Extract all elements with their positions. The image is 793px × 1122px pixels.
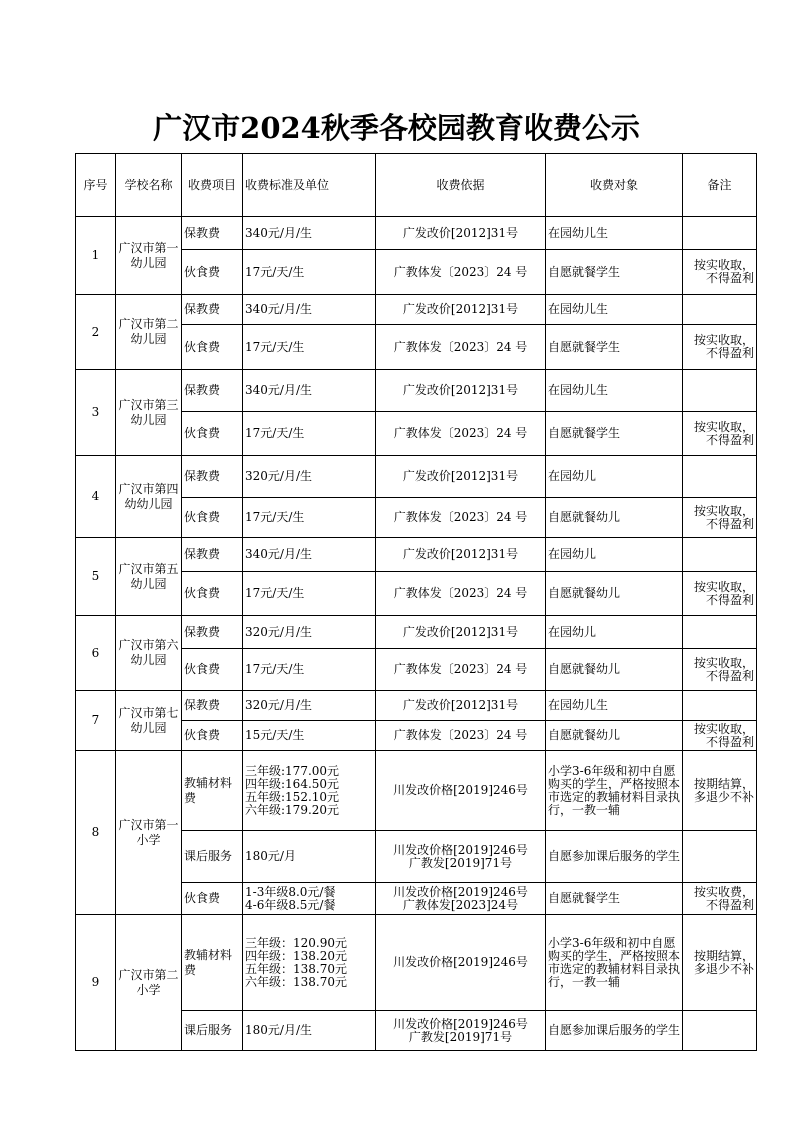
fee-target: 自愿就餐幼儿 xyxy=(546,649,683,691)
school-name: 广汉市第一幼儿园 xyxy=(116,217,182,295)
fee-target: 自愿就餐幼儿 xyxy=(546,721,683,751)
fee-item: 伙食费 xyxy=(182,721,243,751)
table-row xyxy=(76,217,757,250)
fee-note: 按实收取，不得盈利 xyxy=(683,498,757,538)
fee-item: 教辅材料费 xyxy=(182,915,243,1011)
row-number: 6 xyxy=(76,616,116,691)
school-name: 广汉市第三幼儿园 xyxy=(116,370,182,456)
fee-item: 保教费 xyxy=(182,538,243,572)
fee-item: 伙食费 xyxy=(182,412,243,456)
school-name: 广汉市第一小学 xyxy=(116,751,182,915)
row-number: 1 xyxy=(76,217,116,295)
row-number: 5 xyxy=(76,538,116,616)
fee-target: 小学3-6年级和初中自愿购买的学生，严格按照本市选定的教辅材料目录执行，一教一辅 xyxy=(546,751,683,831)
fee-target: 在园幼儿生 xyxy=(546,217,683,250)
fee-target: 自愿就餐学生 xyxy=(546,883,683,915)
fee-standard: 1-3年级8.0元/餐 4-6年级8.5元/餐 xyxy=(243,883,376,915)
fee-note xyxy=(683,456,757,498)
fee-standard: 340元/月/生 xyxy=(243,295,376,325)
fee-standard: 17元/天/生 xyxy=(243,572,376,616)
fee-standard: 320元/月/生 xyxy=(243,456,376,498)
fee-item: 保教费 xyxy=(182,691,243,721)
fee-basis: 广发改价[2012]31号 xyxy=(376,538,546,572)
fee-item: 保教费 xyxy=(182,217,243,250)
fee-standard: 17元/天/生 xyxy=(243,250,376,295)
fee-basis: 川发改价格[2019]246号 xyxy=(376,751,546,831)
fee-item: 课后服务 xyxy=(182,1011,243,1051)
school-name: 广汉市第四幼幼儿园 xyxy=(116,456,182,538)
header-cell: 收费标准及单位 xyxy=(243,154,376,217)
fee-item: 伙食费 xyxy=(182,883,243,915)
fee-note: 按期结算，多退少不补 xyxy=(683,751,757,831)
fee-standard: 340元/月/生 xyxy=(243,217,376,250)
fee-standard: 17元/天/生 xyxy=(243,325,376,370)
header-cell: 收费依据 xyxy=(376,154,546,217)
fee-note xyxy=(683,538,757,572)
fee-target: 自愿就餐学生 xyxy=(546,325,683,370)
fee-target: 在园幼儿 xyxy=(546,456,683,498)
fee-target: 自愿就餐幼儿 xyxy=(546,572,683,616)
fee-basis: 广发改价[2012]31号 xyxy=(376,217,546,250)
fee-target: 自愿就餐幼儿 xyxy=(546,498,683,538)
fee-note xyxy=(683,616,757,649)
header-cell: 收费对象 xyxy=(546,154,683,217)
fee-basis: 广教体发〔2023〕24 号 xyxy=(376,325,546,370)
table-row xyxy=(76,456,757,498)
fee-item: 保教费 xyxy=(182,295,243,325)
fee-item: 伙食费 xyxy=(182,572,243,616)
fee-item: 课后服务 xyxy=(182,831,243,883)
fee-note xyxy=(683,217,757,250)
school-name: 广汉市第五幼儿园 xyxy=(116,538,182,616)
row-number: 2 xyxy=(76,295,116,370)
fee-standard: 15元/天/生 xyxy=(243,721,376,751)
fee-note: 按实收取，不得盈利 xyxy=(683,721,757,751)
fee-basis: 川发改价格[2019]246号 广教发[2019]71号 xyxy=(376,831,546,883)
school-name: 广汉市第二幼儿园 xyxy=(116,295,182,370)
fee-standard: 17元/天/生 xyxy=(243,649,376,691)
header-cell: 学校名称 xyxy=(116,154,182,217)
fee-basis: 广教体发〔2023〕24 号 xyxy=(376,250,546,295)
row-number: 8 xyxy=(76,751,116,915)
fee-target: 在园幼儿生 xyxy=(546,370,683,412)
fee-basis: 广教体发〔2023〕24 号 xyxy=(376,412,546,456)
fee-target: 在园幼儿 xyxy=(546,616,683,649)
header-cell: 收费项目 xyxy=(182,154,243,217)
fee-item: 伙食费 xyxy=(182,250,243,295)
fee-note xyxy=(683,370,757,412)
fee-note: 按实收取，不得盈利 xyxy=(683,250,757,295)
fee-basis: 广发改价[2012]31号 xyxy=(376,295,546,325)
fee-basis: 川发改价格[2019]246号 广教发[2019]71号 xyxy=(376,1011,546,1051)
fee-basis: 广教体发〔2023〕24 号 xyxy=(376,572,546,616)
fee-target: 自愿参加课后服务的学生 xyxy=(546,1011,683,1051)
fee-note xyxy=(683,691,757,721)
header-cell: 备注 xyxy=(683,154,757,217)
fee-note: 按期结算，多退少不补 xyxy=(683,915,757,1011)
fee-basis: 川发改价格[2019]246号 广教体发[2023]24号 xyxy=(376,883,546,915)
school-name: 广汉市第七幼儿园 xyxy=(116,691,182,751)
fee-note: 按实收取，不得盈利 xyxy=(683,649,757,691)
table-row xyxy=(76,616,757,649)
fee-standard: 320元/月/生 xyxy=(243,691,376,721)
table-row xyxy=(76,295,757,325)
row-number: 4 xyxy=(76,456,116,538)
fee-standard: 三年级:177.00元 四年级:164.50元 五年级:152.10元 六年级:179.20元 xyxy=(243,751,376,831)
fee-table xyxy=(75,153,757,1051)
school-name: 广汉市第二小学 xyxy=(116,915,182,1051)
fee-standard: 340元/月/生 xyxy=(243,538,376,572)
page-title: 广汉市2024秋季各校园教育收费公示 xyxy=(153,111,640,145)
fee-item: 保教费 xyxy=(182,370,243,412)
fee-item: 教辅材料费 xyxy=(182,751,243,831)
fee-note xyxy=(683,1011,757,1051)
fee-item: 保教费 xyxy=(182,456,243,498)
fee-basis: 广教体发〔2023〕24 号 xyxy=(376,498,546,538)
fee-standard: 180元/月/生 xyxy=(243,1011,376,1051)
table-row xyxy=(76,915,757,1011)
fee-note: 按实收费，不得盈利 xyxy=(683,883,757,915)
fee-basis: 川发改价格[2019]246号 xyxy=(376,915,546,1011)
row-number: 9 xyxy=(76,915,116,1051)
fee-standard: 180元/月 xyxy=(243,831,376,883)
fee-basis: 广教体发〔2023〕24 号 xyxy=(376,649,546,691)
fee-target: 在园幼儿 xyxy=(546,538,683,572)
row-number: 7 xyxy=(76,691,116,751)
table-row xyxy=(76,751,757,831)
fee-target: 在园幼儿生 xyxy=(546,295,683,325)
school-name: 广汉市第六幼儿园 xyxy=(116,616,182,691)
fee-note: 按实收取，不得盈利 xyxy=(683,572,757,616)
fee-standard: 17元/天/生 xyxy=(243,498,376,538)
fee-basis: 广教体发〔2023〕24 号 xyxy=(376,721,546,751)
fee-standard: 17元/天/生 xyxy=(243,412,376,456)
fee-note xyxy=(683,831,757,883)
fee-basis: 广发改价[2012]31号 xyxy=(376,691,546,721)
fee-item: 伙食费 xyxy=(182,498,243,538)
fee-note xyxy=(683,295,757,325)
fee-basis: 广发改价[2012]31号 xyxy=(376,370,546,412)
table-header-row xyxy=(76,154,757,217)
fee-basis: 广发改价[2012]31号 xyxy=(376,616,546,649)
fee-target: 在园幼儿生 xyxy=(546,691,683,721)
fee-item: 保教费 xyxy=(182,616,243,649)
table-row xyxy=(76,691,757,721)
fee-target: 自愿就餐学生 xyxy=(546,250,683,295)
table-row xyxy=(76,538,757,572)
fee-note: 按实收取，不得盈利 xyxy=(683,412,757,456)
fee-basis: 广发改价[2012]31号 xyxy=(376,456,546,498)
fee-item: 伙食费 xyxy=(182,649,243,691)
fee-target: 自愿就餐学生 xyxy=(546,412,683,456)
fee-standard: 320元/月/生 xyxy=(243,616,376,649)
fee-target: 自愿参加课后服务的学生 xyxy=(546,831,683,883)
fee-note: 按实收取，不得盈利 xyxy=(683,325,757,370)
fee-target: 小学3-6年级和初中自愿购买的学生，严格按照本市选定的教辅材料目录执行，一教一辅 xyxy=(546,915,683,1011)
fee-standard: 三年级：120.90元 四年级：138.20元 五年级：138.70元 六年级：138.70元 xyxy=(243,915,376,1011)
fee-standard: 340元/月/生 xyxy=(243,370,376,412)
fee-item: 伙食费 xyxy=(182,325,243,370)
header-cell: 序号 xyxy=(76,154,116,217)
row-number: 3 xyxy=(76,370,116,456)
table-row xyxy=(76,370,757,412)
